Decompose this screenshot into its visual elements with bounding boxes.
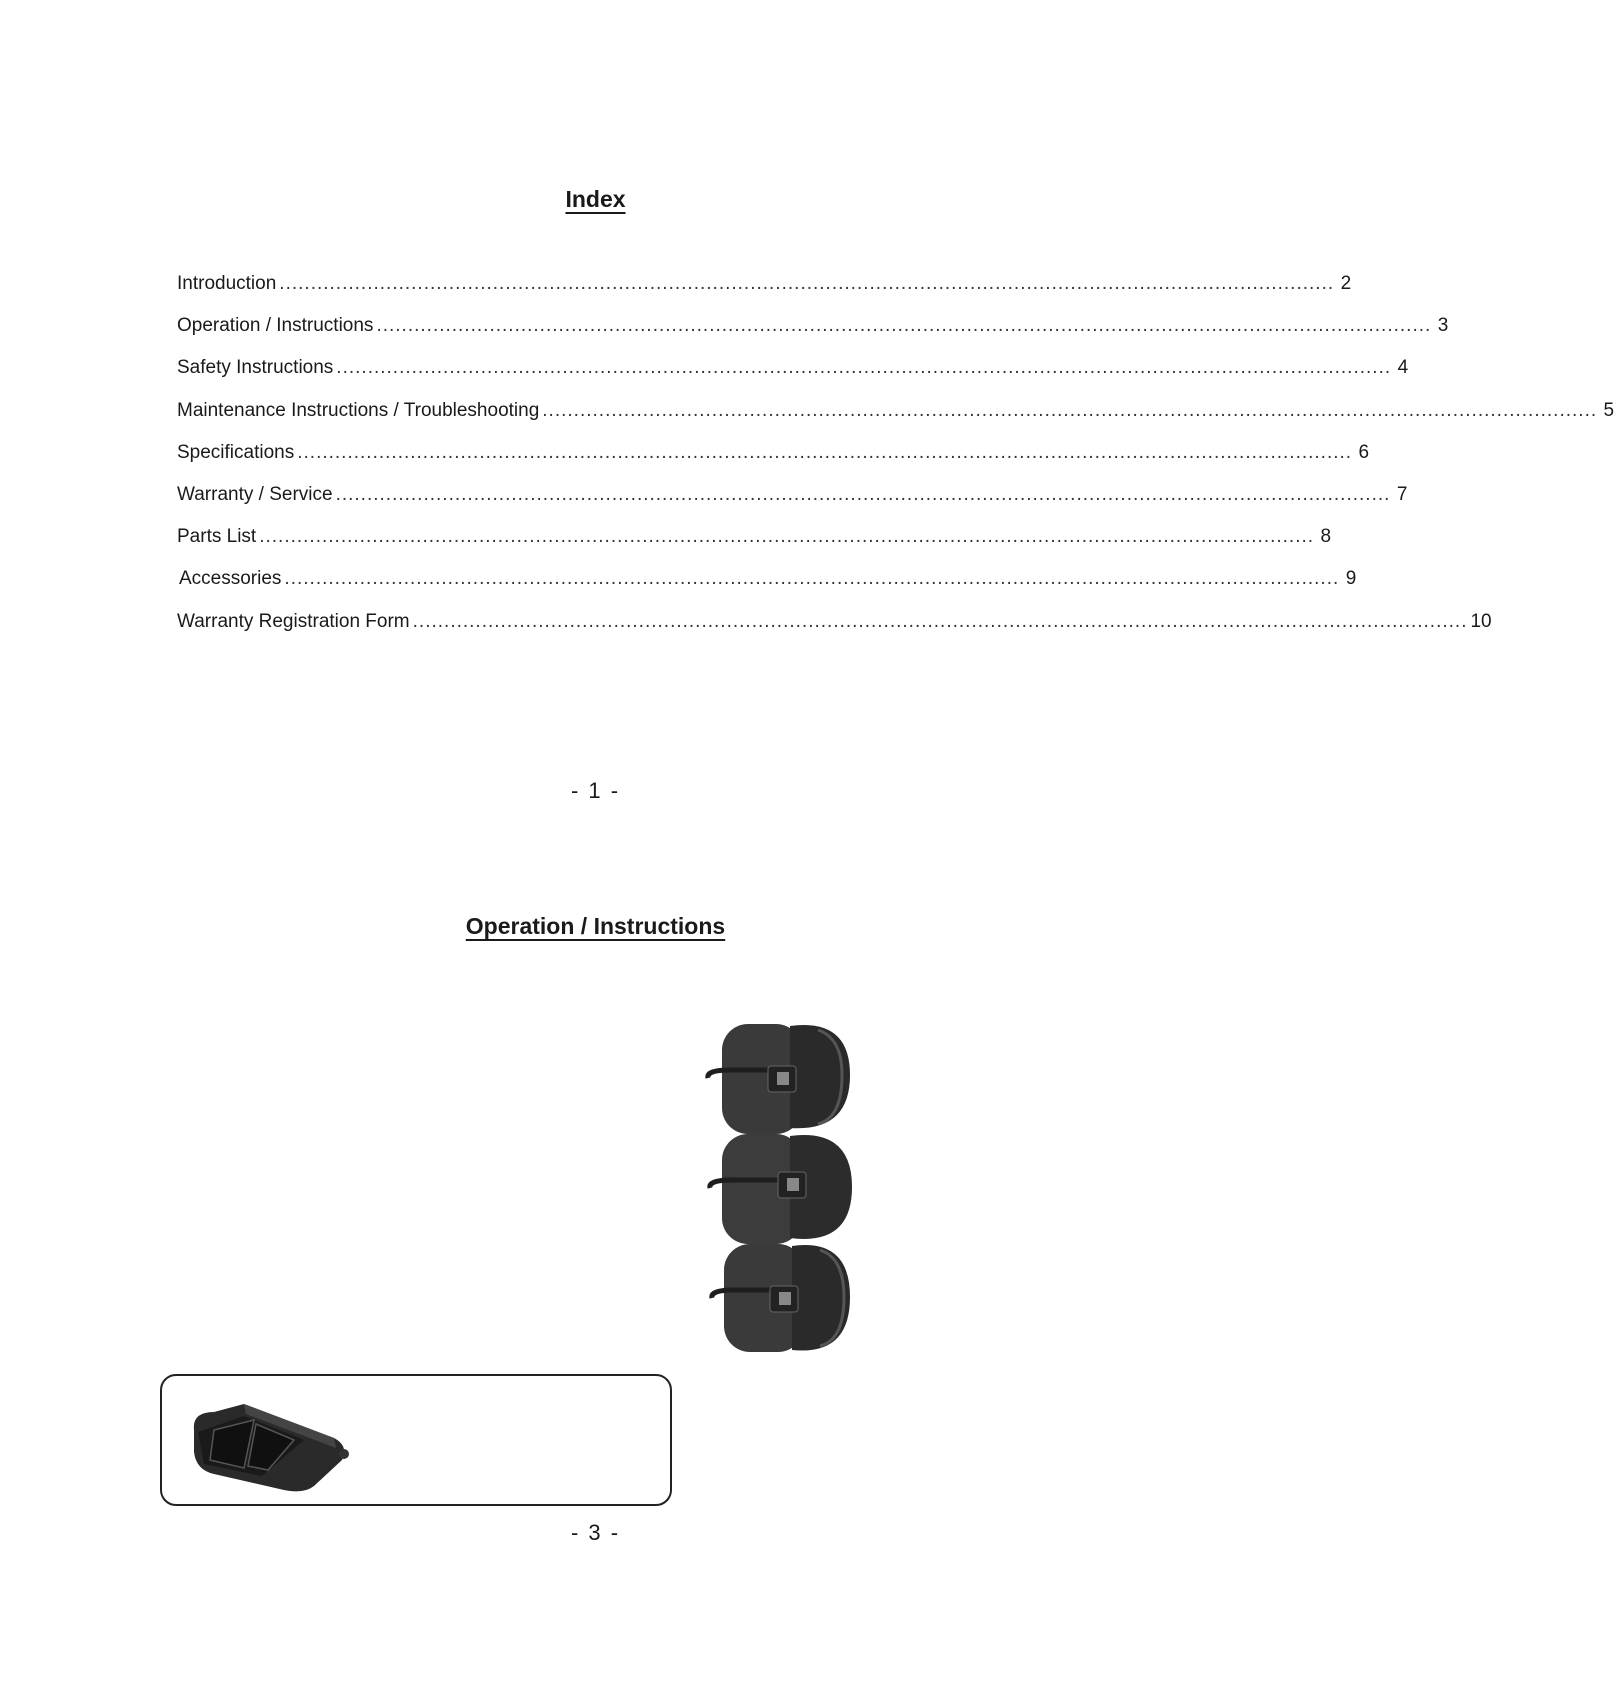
toc-entry-registration[interactable]	[177, 610, 1492, 653]
page-number-3: - 3 -	[570, 1520, 621, 1545]
toc-page-number: 4	[1397, 357, 1409, 379]
air-mover-unit-middle	[710, 1134, 852, 1244]
toc-entry-operation[interactable]	[177, 315, 1449, 357]
toc-entry-maintenance[interactable]	[177, 399, 1614, 442]
accessory-callout-box	[160, 1374, 672, 1506]
toc-entry-parts-list[interactable]	[177, 526, 1332, 568]
toc-leader-dots: ........................................................................................................................................................................	[542, 399, 1598, 421]
toc-label: Introduction	[177, 273, 277, 294]
toc-leader-dots: ........................................................................................................................................................................	[376, 315, 1432, 337]
toc-leader-dots: ........................................................................................................................................................................	[297, 441, 1353, 463]
air-mover-unit-bottom	[712, 1244, 850, 1352]
toc-page-number: 3	[1437, 315, 1449, 337]
toc-leader-dots: ........................................................................................................................................................................	[284, 568, 1340, 590]
toc-page-number: 6	[1358, 441, 1370, 463]
toc-entry-safety[interactable]	[177, 357, 1409, 399]
toc-leader-dots: ........................................................................................................................................................................	[279, 273, 1335, 294]
toc-label: Specifications	[177, 441, 295, 463]
index-title-text: Index	[565, 186, 626, 212]
page-number-1: - 1 -	[570, 778, 621, 803]
toc-label: Maintenance Instructions / Troubleshooting	[177, 399, 540, 421]
operation-title-text: Operation / Instructions	[465, 913, 726, 939]
toc-page-number: 2	[1340, 273, 1352, 294]
operation-title	[0, 913, 1191, 940]
duct-adapter-image	[184, 1390, 359, 1495]
toc-entry-specifications[interactable]	[177, 441, 1370, 484]
toc-leader-dots: ........................................................................................................................................................................	[259, 526, 1315, 548]
table-of-contents	[177, 273, 1614, 653]
air-mover-unit-top	[708, 1024, 850, 1134]
toc-label: Operation / Instructions	[177, 315, 374, 337]
stacked-air-mover-image	[700, 1020, 870, 1360]
toc-label: Accessories	[179, 568, 282, 590]
toc-page-number: 9	[1345, 568, 1357, 590]
toc-label: Warranty Registration Form	[177, 610, 410, 632]
toc-label: Parts List	[177, 526, 257, 548]
toc-label: Warranty / Service	[177, 483, 333, 505]
toc-page-number: 8	[1320, 526, 1332, 548]
toc-page-number: 7	[1396, 483, 1408, 505]
toc-leader-dots: ........................................................................................................................................................................	[336, 357, 1392, 379]
toc-entry-introduction[interactable]	[177, 273, 1352, 315]
toc-leader-dots: ........................................................................................................................................................................	[412, 610, 1468, 632]
index-title	[0, 186, 1191, 213]
toc-page-number: 10	[1470, 610, 1492, 632]
toc-leader-dots: ........................................................................................................................................................................	[335, 483, 1391, 505]
toc-page-number: 5	[1603, 399, 1614, 421]
toc-entry-accessories[interactable]	[177, 568, 1357, 610]
toc-label: Safety Instructions	[177, 357, 334, 379]
toc-entry-warranty[interactable]	[177, 483, 1408, 526]
